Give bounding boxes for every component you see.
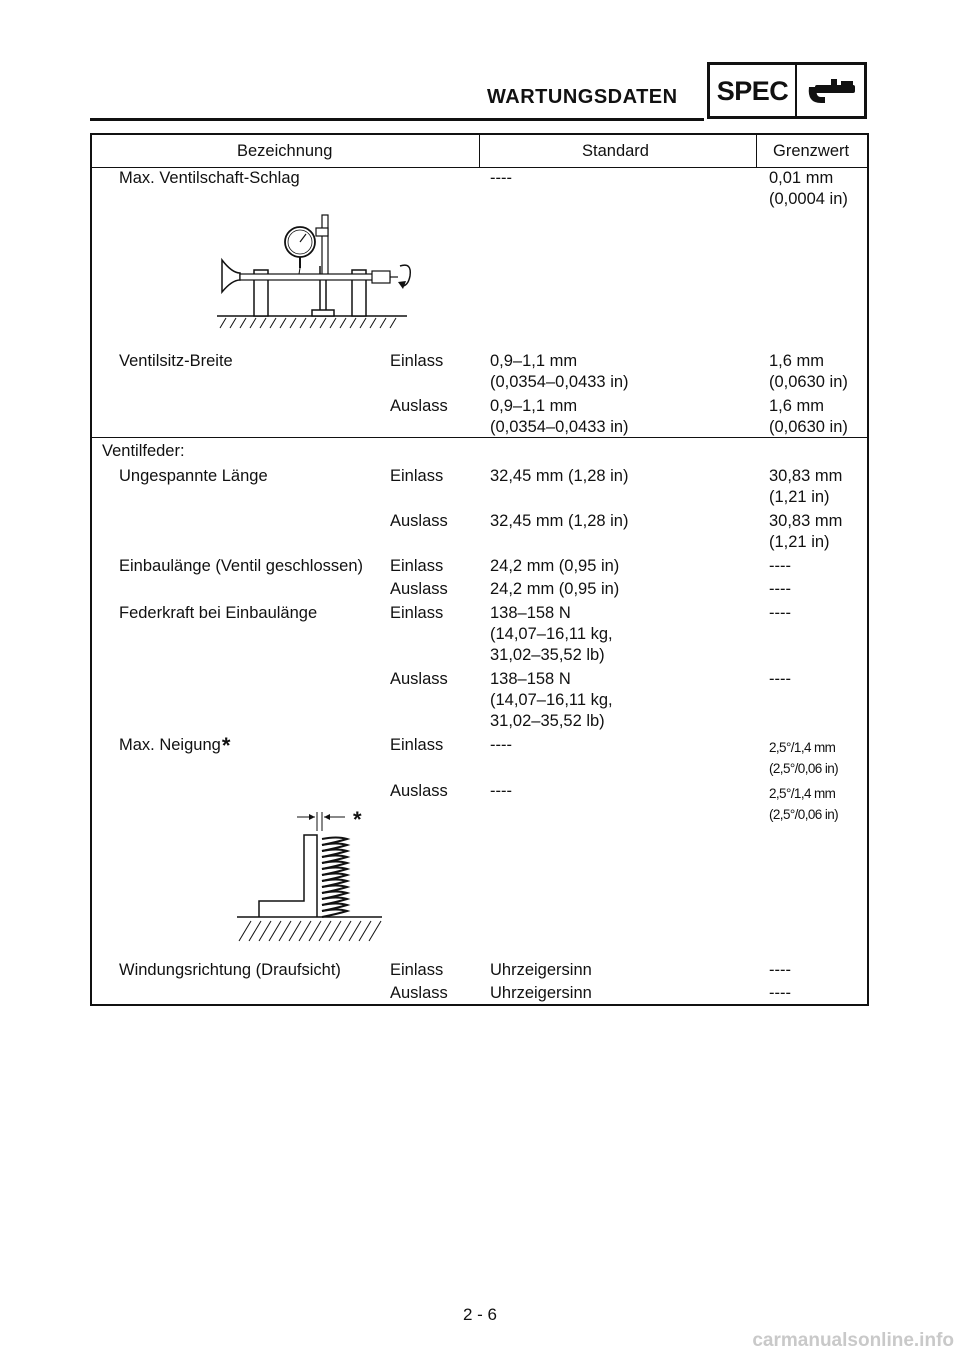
seat-width-exhaust-standard-imperial: (0,0354–0,0433 in) bbox=[490, 418, 629, 436]
column-header-designation: Bezeichnung bbox=[237, 142, 333, 160]
column-divider bbox=[756, 135, 757, 167]
column-divider bbox=[479, 135, 480, 167]
spec-table bbox=[90, 133, 869, 1006]
installed-length-exhaust-side: Auslass bbox=[390, 580, 448, 598]
column-header-limit: Grenzwert bbox=[773, 142, 850, 160]
tilt-intake-standard: ---- bbox=[490, 736, 512, 754]
seat-width-intake-side: Einlass bbox=[390, 352, 444, 370]
free-length-exhaust-side: Auslass bbox=[390, 512, 448, 530]
spring-force-intake-limit: ---- bbox=[769, 604, 791, 622]
spring-force-intake-side: Einlass bbox=[390, 604, 444, 622]
winding-intake-standard: Uhrzeigersinn bbox=[490, 961, 592, 979]
seat-width-intake-standard-imperial: (0,0354–0,0433 in) bbox=[490, 373, 629, 391]
winding-exhaust-side: Auslass bbox=[390, 984, 448, 1002]
installed-length-exhaust-standard: 24,2 mm (0,95 in) bbox=[490, 580, 620, 598]
spring-force-exhaust-side: Auslass bbox=[390, 670, 448, 688]
winding-label: Windungsrichtung (Draufsicht) bbox=[119, 961, 341, 979]
free-length-exhaust-limit-imperial: (1,21 in) bbox=[769, 533, 830, 551]
tilt-exhaust-standard: ---- bbox=[490, 782, 512, 800]
spring-section-heading: Ventilfeder: bbox=[102, 442, 185, 460]
runout-limit-metric: 0,01 mm bbox=[769, 169, 834, 187]
installed-length-intake-limit: ---- bbox=[769, 557, 791, 575]
spec-badge bbox=[707, 62, 867, 119]
seat-width-exhaust-limit-imperial: (0,0630 in) bbox=[769, 418, 848, 436]
spring-tilt-diagram bbox=[237, 807, 387, 947]
spring-force-label: Federkraft bei Einbaulänge bbox=[119, 604, 318, 622]
seat-width-exhaust-limit: 1,6 mm bbox=[769, 397, 825, 415]
installed-length-intake-standard: 24,2 mm (0,95 in) bbox=[490, 557, 620, 575]
tilt-intake-limit-imperial: (2,5°/0,06 in) bbox=[769, 761, 839, 776]
seat-width-intake-limit-imperial: (0,0630 in) bbox=[769, 373, 848, 391]
runout-limit-imperial: (0,0004 in) bbox=[769, 190, 848, 208]
winding-exhaust-limit: ---- bbox=[769, 984, 791, 1002]
tilt-intake-limit: 2,5°/1,4 mm bbox=[769, 740, 836, 755]
winding-exhaust-standard: Uhrzeigersinn bbox=[490, 984, 592, 1002]
tilt-exhaust-limit: 2,5°/1,4 mm bbox=[769, 786, 836, 801]
page-number: 2 - 6 bbox=[462, 1305, 498, 1324]
dial-gauge-diagram bbox=[212, 210, 417, 330]
installed-length-label: Einbaulänge (Ventil geschlossen) bbox=[119, 557, 363, 575]
tilt-asterisk: * bbox=[221, 733, 231, 758]
caliper-icon bbox=[797, 65, 864, 116]
runout-standard: ---- bbox=[490, 169, 512, 187]
seat-width-intake-limit: 1,6 mm bbox=[769, 352, 825, 370]
seat-width-exhaust-standard: 0,9–1,1 mm bbox=[490, 397, 578, 415]
header-rule bbox=[90, 118, 704, 121]
tilt-intake-side: Einlass bbox=[390, 736, 444, 754]
tilt-label bbox=[119, 735, 230, 756]
tilt-exhaust-limit-imperial: (2,5°/0,06 in) bbox=[769, 807, 839, 822]
spec-label: SPEC bbox=[710, 65, 797, 116]
spring-force-exhaust-limit: ---- bbox=[769, 670, 791, 688]
free-length-intake-limit-imperial: (1,21 in) bbox=[769, 488, 830, 506]
free-length-label: Ungespannte Länge bbox=[119, 467, 268, 485]
free-length-exhaust-standard: 32,45 mm (1,28 in) bbox=[490, 512, 629, 530]
winding-intake-limit: ---- bbox=[769, 961, 791, 979]
tilt-label-text: Max. Neigung bbox=[119, 736, 221, 754]
tilt-exhaust-side: Auslass bbox=[390, 782, 448, 800]
spring-force-exhaust-standard: 138–158 N bbox=[490, 670, 571, 688]
winding-intake-side: Einlass bbox=[390, 961, 444, 979]
seat-width-exhaust-side: Auslass bbox=[390, 397, 448, 415]
seat-width-label: Ventilsitz-Breite bbox=[119, 352, 233, 370]
installed-length-exhaust-limit: ---- bbox=[769, 580, 791, 598]
watermark-brand[interactable]: carmanualsonline.info bbox=[752, 1330, 954, 1351]
section-divider bbox=[92, 437, 867, 438]
runout-label: Max. Ventilschaft-Schlag bbox=[119, 169, 300, 187]
installed-length-intake-side: Einlass bbox=[390, 557, 444, 575]
free-length-exhaust-limit: 30,83 mm bbox=[769, 512, 843, 530]
column-header-standard: Standard bbox=[582, 142, 649, 160]
spring-force-exhaust-standard-kg: (14,07–16,11 kg, bbox=[490, 691, 613, 709]
free-length-intake-side: Einlass bbox=[390, 467, 444, 485]
spring-force-intake-standard: 138–158 N bbox=[490, 604, 571, 622]
seat-width-intake-standard: 0,9–1,1 mm bbox=[490, 352, 578, 370]
spring-force-exhaust-standard-lb: 31,02–35,52 lb) bbox=[490, 712, 605, 730]
free-length-intake-limit: 30,83 mm bbox=[769, 467, 843, 485]
spring-force-intake-standard-lb: 31,02–35,52 lb) bbox=[490, 646, 605, 664]
free-length-intake-standard: 32,45 mm (1,28 in) bbox=[490, 467, 629, 485]
svg-text:*: * bbox=[353, 807, 362, 832]
spring-force-intake-standard-kg: (14,07–16,11 kg, bbox=[490, 625, 613, 643]
page-title: WARTUNGSDATEN bbox=[487, 86, 678, 108]
